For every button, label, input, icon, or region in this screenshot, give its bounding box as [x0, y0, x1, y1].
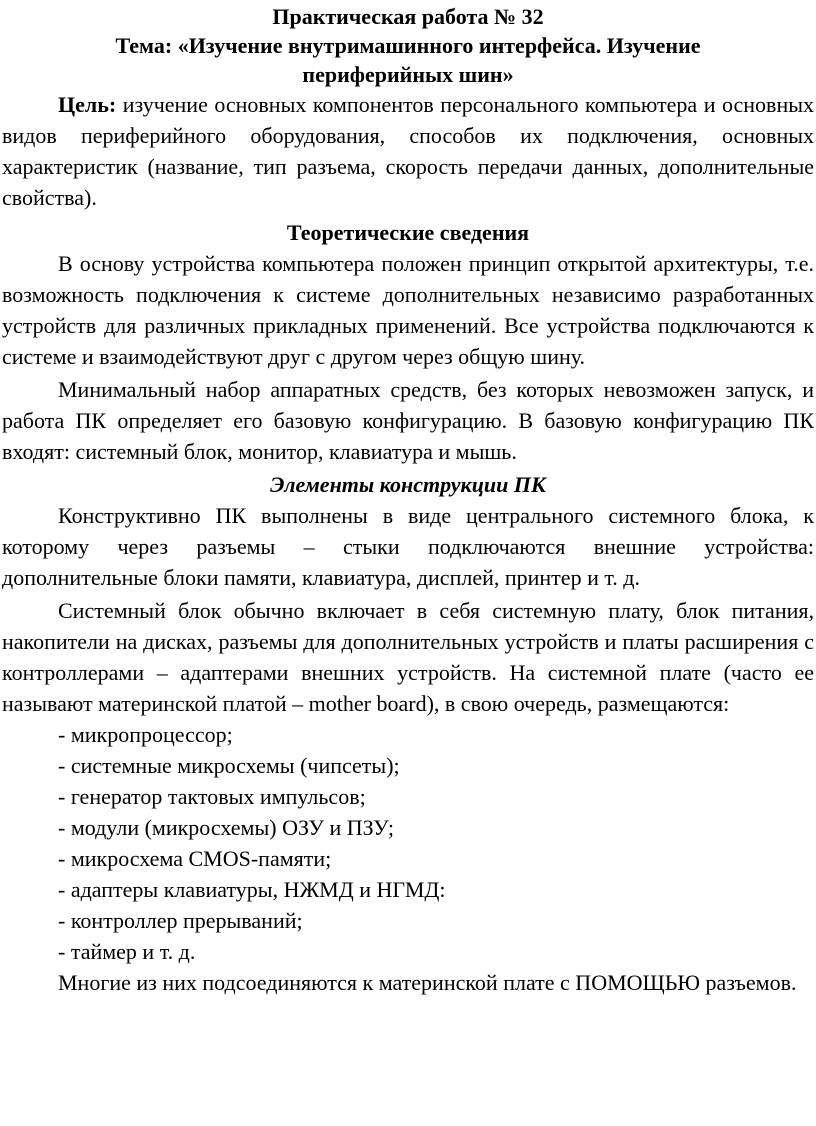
motherboard-components-list — [2, 719, 814, 967]
list-item: - микропроцессор; — [58, 722, 233, 747]
list-item: - микросхема CMOS-памяти; — [58, 846, 332, 871]
theory-paragraph-2: Минимальный набор аппаратных средств, без которых невозможен запуск, и работа ПК определяет его базовую конфигурацию. В базовую конфигурацию ПК входят: системный блок, монитор, клавиатура и мышь. — [2, 377, 814, 464]
closing-paragraph: Многие из них подсоединяются к материнской плате с ПОМОЩЬЮ разъемов. — [58, 970, 797, 995]
list-item: - системные микросхемы (чипсеты); — [58, 753, 400, 778]
theory-heading: Теоретические сведения — [286, 220, 530, 245]
theory-paragraph-1: В основу устройства компьютера положен принцип открытой архитектуры, т.е. возможность подключения к системе дополнительных независимо разработанных устройств для различных прикладных применений. Все устройства подключаются к системе и взаимодействуют друг с другом через общую шину. — [2, 251, 814, 369]
goal-text: изучение основных компонентов персонального компьютера и основных видов периферийного оборудования, способов их подключения, основных характеристик (название, тип разъема, скорость передачи данных, дополнительные свойства). — [2, 92, 814, 210]
list-item: - таймер и т. д. — [58, 939, 196, 964]
topic-line-2: периферийных шин» — [302, 62, 514, 87]
elements-paragraph-1: Конструктивно ПК выполнены в виде центрального системного блока, к которому через разъемы – стыки подключаются внешние устройства: дополнительные блоки памяти, клавиатура, дисплей, принтер и т. д. — [2, 503, 814, 590]
list-item: - адаптеры клавиатуры, НЖМД и НГМД: — [58, 877, 446, 902]
elements-paragraph-2: Системный блок обычно включает в себя системную плату, блок питания, накопители на дисках, разъемы для дополнительных устройств и платы расширения с контроллерами – адаптерами внешних устройств. На системной плате (часто ее называют материнской платой – mother board), в свою очередь, размещаются: — [2, 598, 814, 716]
list-item: - модули (микросхемы) ОЗУ и ПЗУ; — [58, 815, 394, 840]
elements-heading: Элементы конструкции ПК — [270, 472, 546, 497]
goal-label: Цель: — [58, 92, 117, 117]
goal-paragraph — [2, 89, 814, 213]
list-item: - генератор тактовых импульсов; — [58, 784, 366, 809]
topic-line-1: Тема: «Изучение внутримашинного интерфейса. Изучение — [115, 33, 701, 58]
document-title: Практическая работа № 32 — [272, 4, 544, 29]
list-item: - контроллер прерываний; — [58, 908, 303, 933]
